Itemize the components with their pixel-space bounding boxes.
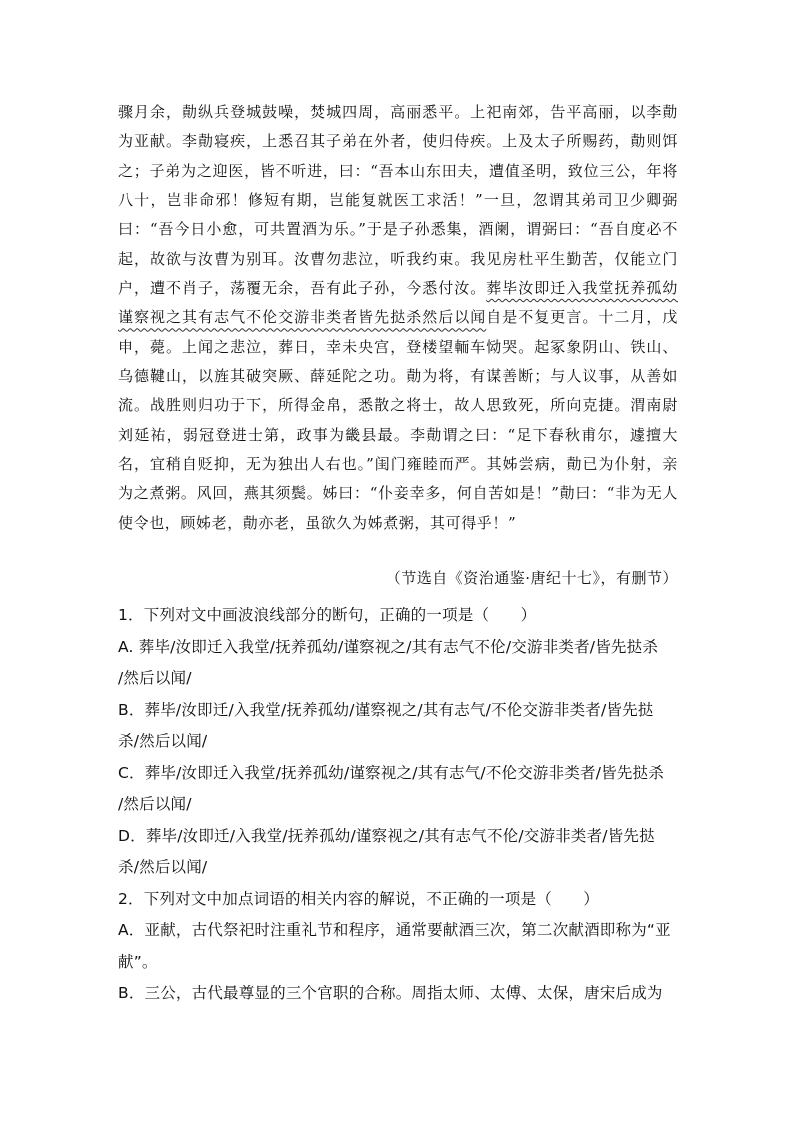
question-1-option-d-continued: 杀/然后以闻/ (118, 858, 208, 876)
classical-chinese-passage (118, 98, 678, 538)
passage-text-before-wavy: 骤月余，勣纵兵登城鼓噪，焚城四周，高丽悉平。上祀南郊，告平高丽，以李勣为亚献。李勣寝疾，上悉召其子弟在外者，使归侍疾。上及太子所赐药，勣则饵之；子弟为之迎医，皆不听进，曰：“吾本山东田夫，遭值圣明，致位三公，年将八十，岂非命邪！修短有期，岂能复就医工求活！”一旦，忽谓其弟司卫少卿弼曰：“吾今日小愈，可共置酒为乐。”于是子孙悉集，酒阑，谓弼曰：“吾自度必不起，故欲与汝曹为别耳。汝曹勿悲泣，听我约束。我见房杜平生勤苦，仅能立门户，遭不肖子，荡覆无余，吾有此子孙，今悉付汝。 (118, 103, 678, 298)
question-block (118, 600, 678, 1010)
question-2-option-a-continued: 献”。 (118, 952, 158, 971)
passage-paragraph (118, 98, 678, 538)
question-2-stem: 2．下列对文中加点词语的相关内容的解说，不正确的一项是（ ） (118, 889, 600, 908)
question-1-option-a-continued: /然后以闻/ (118, 669, 192, 687)
passage-text-after-wavy: 自是不复更言。十二月，戊申，薨。上闻之悲泣，葬日，幸未央宫，登楼望輀车恸哭。起冢象阴山、铁山、乌德鞬山，以旌其破突厥、薛延陀之功。勣为将，有谋善断；与人议事，从善如流。战胜则归功于下，所得金帛，悉散之将士，故人思致死，所向克捷。渭南尉刘延祐，弱冠登进士第，政事为畿县最。李勣谓之曰：“足下春秋甫尔，遽擅大名，宜稍自贬抑，无为独出人右也。”闺门雍睦而严。其姊尝病，勣已为仆射，亲为之煮粥。风回，燕其须鬓。姊曰：“仆妾幸多，何自苦如是！”勣曰：“非为无人使令也，顾姊老，勣亦老，虽欲久为姊煮粥，其可得乎！” (118, 308, 678, 532)
wavy-underlined-segment: 葬毕汝即迁入我堂抚养孤幼谨察视之其有志气不伦交游非类者皆先挞杀然后以闻 (118, 279, 678, 327)
question-1-option-b: B．葬毕/汝即迁/入我堂/抚养孤幼/谨察视之/其有志气/不伦交游非类者/皆先挞 (118, 700, 654, 719)
question-1-option-a: A. 葬毕/汝即迁入我堂/抚养孤幼/谨察视之/其有志气不伦/交游非类者/皆先挞杀 (118, 637, 659, 656)
question-1-option-d: D．葬毕/汝即迁/入我堂/抚养孤幼/谨察视之/其有志气不伦/交游非类者/皆先挞 (118, 826, 655, 845)
question-2-option-b: B．三公，古代最尊显的三个官职的合称。周指太师、太傅、太保，唐宋后成为 (118, 984, 663, 1002)
question-1-option-c: C．葬毕/汝即迁入我堂/抚养孤幼/谨察视之/其有志气/不伦交游非类者/皆先挞杀 (118, 763, 664, 782)
question-1-stem: 1．下列对文中画波浪线部分的断句，正确的一项是（ ） (118, 606, 537, 624)
question-1-option-b-continued: 杀/然后以闻/ (118, 732, 208, 750)
question-2-option-a: A．亚献，古代祭祀时注重礼节和程序，通常要献酒三次，第二次献酒即称为“亚 (118, 921, 671, 939)
question-1-option-c-continued: /然后以闻/ (118, 795, 192, 813)
passage-source-citation: （节选自《资治通鉴·唐纪十七》，有删节） (385, 569, 678, 587)
